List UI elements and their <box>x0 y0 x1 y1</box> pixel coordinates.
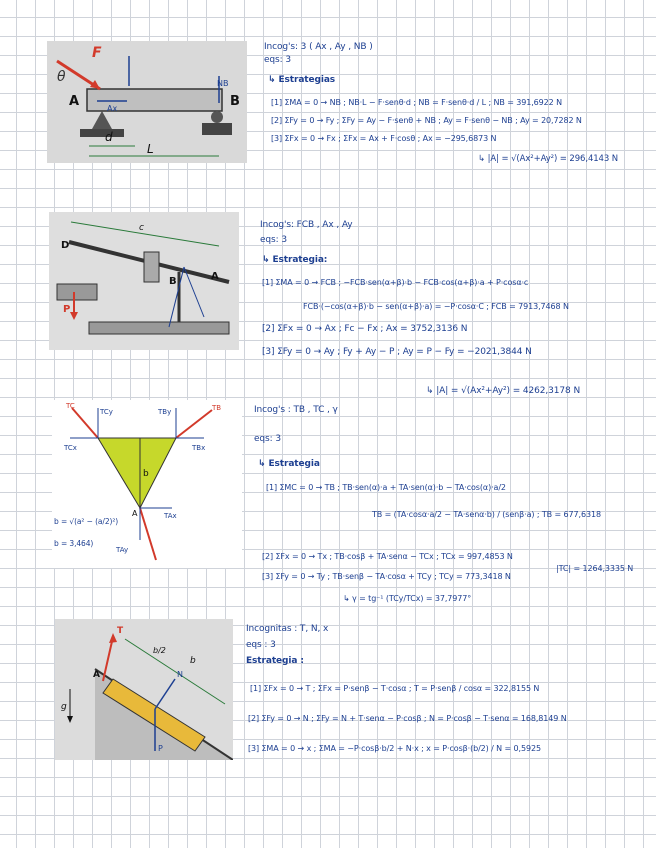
p1-equations: eqs: 3 <box>264 55 291 65</box>
p3-equations: eqs: 3 <box>254 434 281 444</box>
p4-unknowns: Incognitas : T, N, x <box>246 624 329 634</box>
weight-p-label: P <box>158 744 163 753</box>
p3-unknowns: Incog's : TB , TC , γ <box>254 405 338 415</box>
point-a-label: A <box>69 94 80 109</box>
p4-strategy: Estrategia : <box>246 656 304 666</box>
p3-eq1b: TB = (TA·cosα·a/2 − TA·senα·b) / (senβ·a) ; TB = 677,6318 <box>372 510 601 519</box>
p4-equations: eqs : 3 <box>246 640 276 650</box>
gravity-g-label: g <box>61 702 67 712</box>
p1-eq3: [3] ΣFx = 0 → Fx ; ΣFx = Ax + F·cosθ ; Ax = −295,6873 N <box>271 134 497 143</box>
p1-unknowns: Incog's: 3 ( Ax , Ay , NB ) <box>264 42 373 52</box>
p2-unknowns: Incog's: FCB , Ax , Ay <box>260 220 353 230</box>
dim-l-label: L <box>147 142 154 156</box>
p1-eq2: [2] ΣFy = 0 → Fy ; ΣFy = Ay − F·senθ + NB ; Ay = F·senθ − NB ; Ay = 20,7282 N <box>271 116 582 125</box>
point-a-label: A <box>93 670 100 680</box>
tcx-label: TCx <box>64 444 77 452</box>
p4-eq2: [2] ΣFy = 0 → N ; ΣFy = N + T·senα − P·cosβ ; N = P·cosβ − T·senα = 168,8149 N <box>248 714 567 723</box>
dim-b2-label: b/2 <box>153 646 166 655</box>
p1-result: ↳ |A| = √(Ax²+Ay²) = 296,4143 N <box>478 154 619 164</box>
theta-label: θ <box>57 69 66 85</box>
point-b-label: B <box>169 276 177 287</box>
dim-d-label: d <box>105 130 113 144</box>
figure-inclined-block <box>55 619 233 760</box>
figure-press-mechanism <box>49 212 239 350</box>
p3-side-note-2: b = 3,464) <box>54 539 94 548</box>
p3-gamma: ↳ γ = tg⁻¹ (TCy/TCx) = 37,7977° <box>343 594 472 603</box>
p3-eq1: [1] ΣMC = 0 → TB ; TB·sen(α)·a + TA·sen(α)·b − TA·cos(α)·a/2 <box>266 483 506 492</box>
force-f-label: F <box>92 45 102 61</box>
point-a-label: A <box>211 271 219 282</box>
p4-eq3: [3] ΣMA = 0 → x ; ΣMA = −P·cosβ·b/2 + N·x ; x = P·cosβ·(b/2) / N = 0,5925 <box>248 744 541 753</box>
p2-result: ↳ |A| = √(Ax²+Ay²) = 4262,3178 N <box>426 386 581 396</box>
p1-strategy: ↳ Estrategias <box>268 75 336 85</box>
load-p-label: P <box>63 304 71 315</box>
p2-equations: eqs: 3 <box>260 235 287 245</box>
beam-diagram <box>47 41 247 163</box>
p2-eq1: [1] ΣMA = 0 → FCB ; −FCB·sen(α+β)·b − FCB·cos(α+β)·a + P·cosα·c <box>262 278 529 287</box>
p2-eq2: [2] ΣFx = 0 → Ax ; Fc − Fx ; Ax = 3752,3136 N <box>262 324 468 334</box>
figure-beam-force <box>47 41 247 163</box>
p3-eq2: [2] ΣFx = 0 → Tx ; TB·cosβ + TA·senα − TCx ; TCx = 997,4853 N <box>262 552 513 561</box>
point-b-label: B <box>230 94 240 109</box>
tbx-label: TBx <box>192 444 206 452</box>
point-d-label: D <box>61 240 70 251</box>
nb-label: NB <box>217 79 229 88</box>
tb-label: TB <box>212 404 222 412</box>
tay-label: TAy <box>116 546 129 554</box>
normal-n-label: N <box>177 670 183 679</box>
p3-side-note-1: b = √(a² − (a/2)²) <box>54 517 119 526</box>
tcy-label: TCy <box>100 408 113 416</box>
dim-c-label: c <box>139 223 144 233</box>
tax-label: TAx <box>164 512 177 520</box>
incline-diagram <box>55 619 233 760</box>
dim-b-label: b <box>190 656 196 666</box>
p2-eq3: [3] ΣFy = 0 → Ay ; Fy + Ay − P ; Ay = P − Fy = −2021,3844 N <box>262 347 532 357</box>
press-diagram <box>49 212 239 350</box>
p2-strategy: ↳ Estrategia: <box>262 255 328 265</box>
p3-eq3: [3] ΣFy = 0 → Ty ; TB·senβ − TA·cosα + TCy ; TCy = 773,3418 N <box>262 572 511 581</box>
tby-label: TBy <box>158 408 172 416</box>
dim-b-label: b <box>143 469 149 479</box>
point-a-label: A <box>132 509 138 518</box>
p4-eq1: [1] ΣFx = 0 → T ; ΣFx = P·senβ − T·cosα ; T = P·senβ / cosα = 322,8155 N <box>250 684 540 693</box>
p3-tc-result: |TC| = 1264,3335 N <box>556 564 634 573</box>
tc-label: TC <box>66 402 75 410</box>
p3-strategy: ↳ Estrategia <box>258 459 320 469</box>
ax-label: Ax <box>107 104 118 113</box>
p2-eq1b: FCB·(−cos(α+β)·b − sen(α+β)·a) = −P·cosα·C ; FCB = 7913,7468 N <box>303 302 569 311</box>
p1-eq1: [1] ΣMA = 0 → NB ; NB·L − F·senθ·d ; NB = F·senθ·d / L ; NB = 391,6922 N <box>271 98 562 107</box>
tension-t-label: T <box>117 626 124 636</box>
